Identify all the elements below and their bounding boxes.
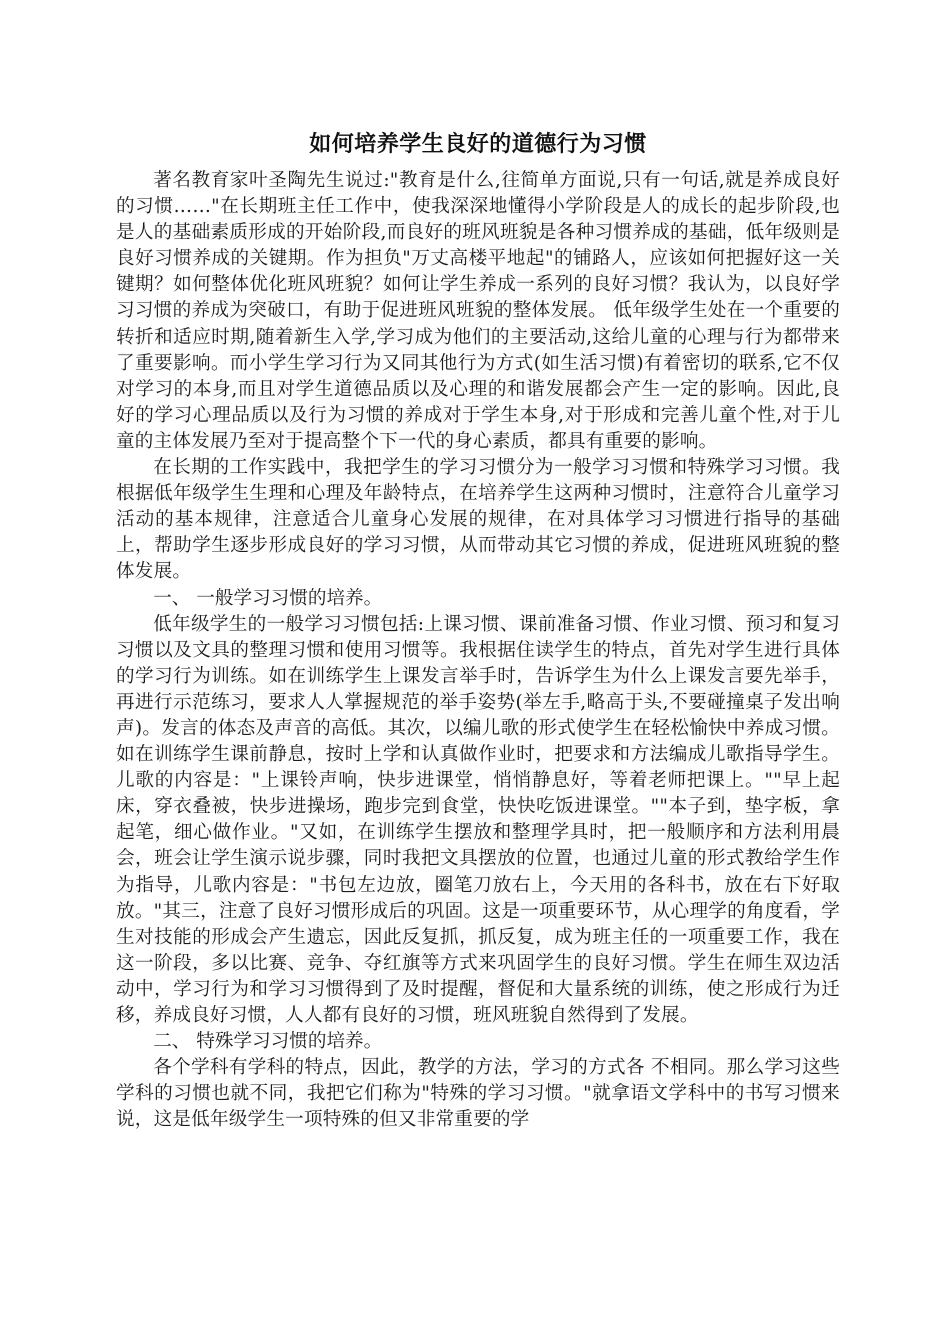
document-page xyxy=(116,128,840,1133)
section-heading-general-habits: 一、 一般学习习惯的培养。 xyxy=(153,587,383,609)
special-habits-paragraph: 各个学科有学科的特点，因此，教学的方法，学习的方式各 不相同。那么学习这些学科的习惯也就不同，我把它们称为"特殊的学习习惯。"就拿语文学科中的书写习惯来说，这是低年级学生一项特殊的但又非常重要的学 xyxy=(116,1057,840,1131)
section-heading-special-habits: 二、 特殊学习习惯的培养。 xyxy=(153,1031,383,1053)
practice-paragraph: 在长期的工作实践中，我把学生的学习习惯分为一般学习习惯和特殊学习习惯。我根据低年级学生生理和心理及年龄特点，在培养学生这两种习惯时，注意符合儿童学习活动的基本规律，注意适合儿童身心发展的规律，在对具体学习习惯进行指导的基础上，帮助学生逐步形成良好的学习习惯，从而带动其它习惯的养成，促进班风班貌的整体发展。 xyxy=(116,457,840,583)
general-habits-paragraph: 低年级学生的一般学习习惯包括:上课习惯、课前准备习惯、作业习惯、预习和复习习惯以及文具的整理习惯和使用习惯等。我根据住读学生的特点，首先对学生进行具体的学习行为训练。如在训练学生上课发言举手时，告诉学生为什么上课发言要先举手，再进行示范练习，要求人人掌握规范的举手姿势(举左手,略高于头,不要碰撞桌子发出响声)。发言的体态及声音的高低。其次，以编儿歌的形式使学生在轻松愉快中养成习惯。如在训练学生课前静息，按时上学和认真做作业时，把要求和方法编成儿歌指导学生。儿歌的内容是："上课铃声响，快步进课堂，悄悄静息好，等着老师把课上。""早上起床，穿衣叠被，快步进操场，跑步完到食堂，快快吃饭进课堂。""本子到，垫字板，拿起笔，细心做作业。"又如，在训练学生摆放和整理学具时，把一般顺序和方法利用晨会，班会让学生演示说步骤，同时我把文具摆放的位置，也通过儿童的形式教给学生作为指导，儿歌内容是："书包左边放，圈笔刀放右上，今天用的各科书，放在右下好取放。"其三，注意了良好习惯形成后的巩固。这是一项重要环节，从心理学的角度看，学生对技能的形成会产生遗忘，因此反复抓，抓反复，成为班主任的一项重要工作，我在这一阶段，多以比赛、竞争、夺红旗等方式来巩固学生的良好习惯。学生在师生双边活动中，学习行为和学习习惯得到了及时提醒，督促和大量系统的训练，使之形成行为迁移，养成良好习惯，人人都有良好的习惯，班风班貌自然得到了发展。 xyxy=(116,613,840,1026)
document-title: 如何培养学生良好的道德行为习惯 xyxy=(309,132,647,157)
intro-paragraph: 著名教育家叶圣陶先生说过:"教育是什么,往简单方面说,只有一句话,就是养成良好的习惯……"在长期班主任工作中，使我深深地懂得小学阶段是人的成长的起步阶段,也是人的基础素质形成的开始阶段,而良好的班风班貌是各种习惯养成的基础，低年级则是良好习惯养成的关键期。作为担负"万丈高楼平地起"的铺路人，应该如何把握好这一关键期？如何整体优化班风班貌？如何让学生养成一系列的良好习惯？我认为，以良好学习习惯的养成为突破口，有助于促进班风班貌的整体发展。 低年级学生处在一个重要的转折和适应时期,随着新生入学,学习成为他们的主要活动,这给儿童的心理与行为都带来了重要影响。而小学生学习行为又同其他行为方式(如生活习惯)有着密切的联系,它不仅对学习的本身,而且对学生道德品质以及心理的和谐发展都会产生一定的影响。因此,良好的学习心理品质以及行为习惯的养成对于学生本身,对于形成和完善儿童个性,对于儿童的主体发展乃至对于提高整个下一代的身心素质，都具有重要的影响。 xyxy=(116,170,840,452)
